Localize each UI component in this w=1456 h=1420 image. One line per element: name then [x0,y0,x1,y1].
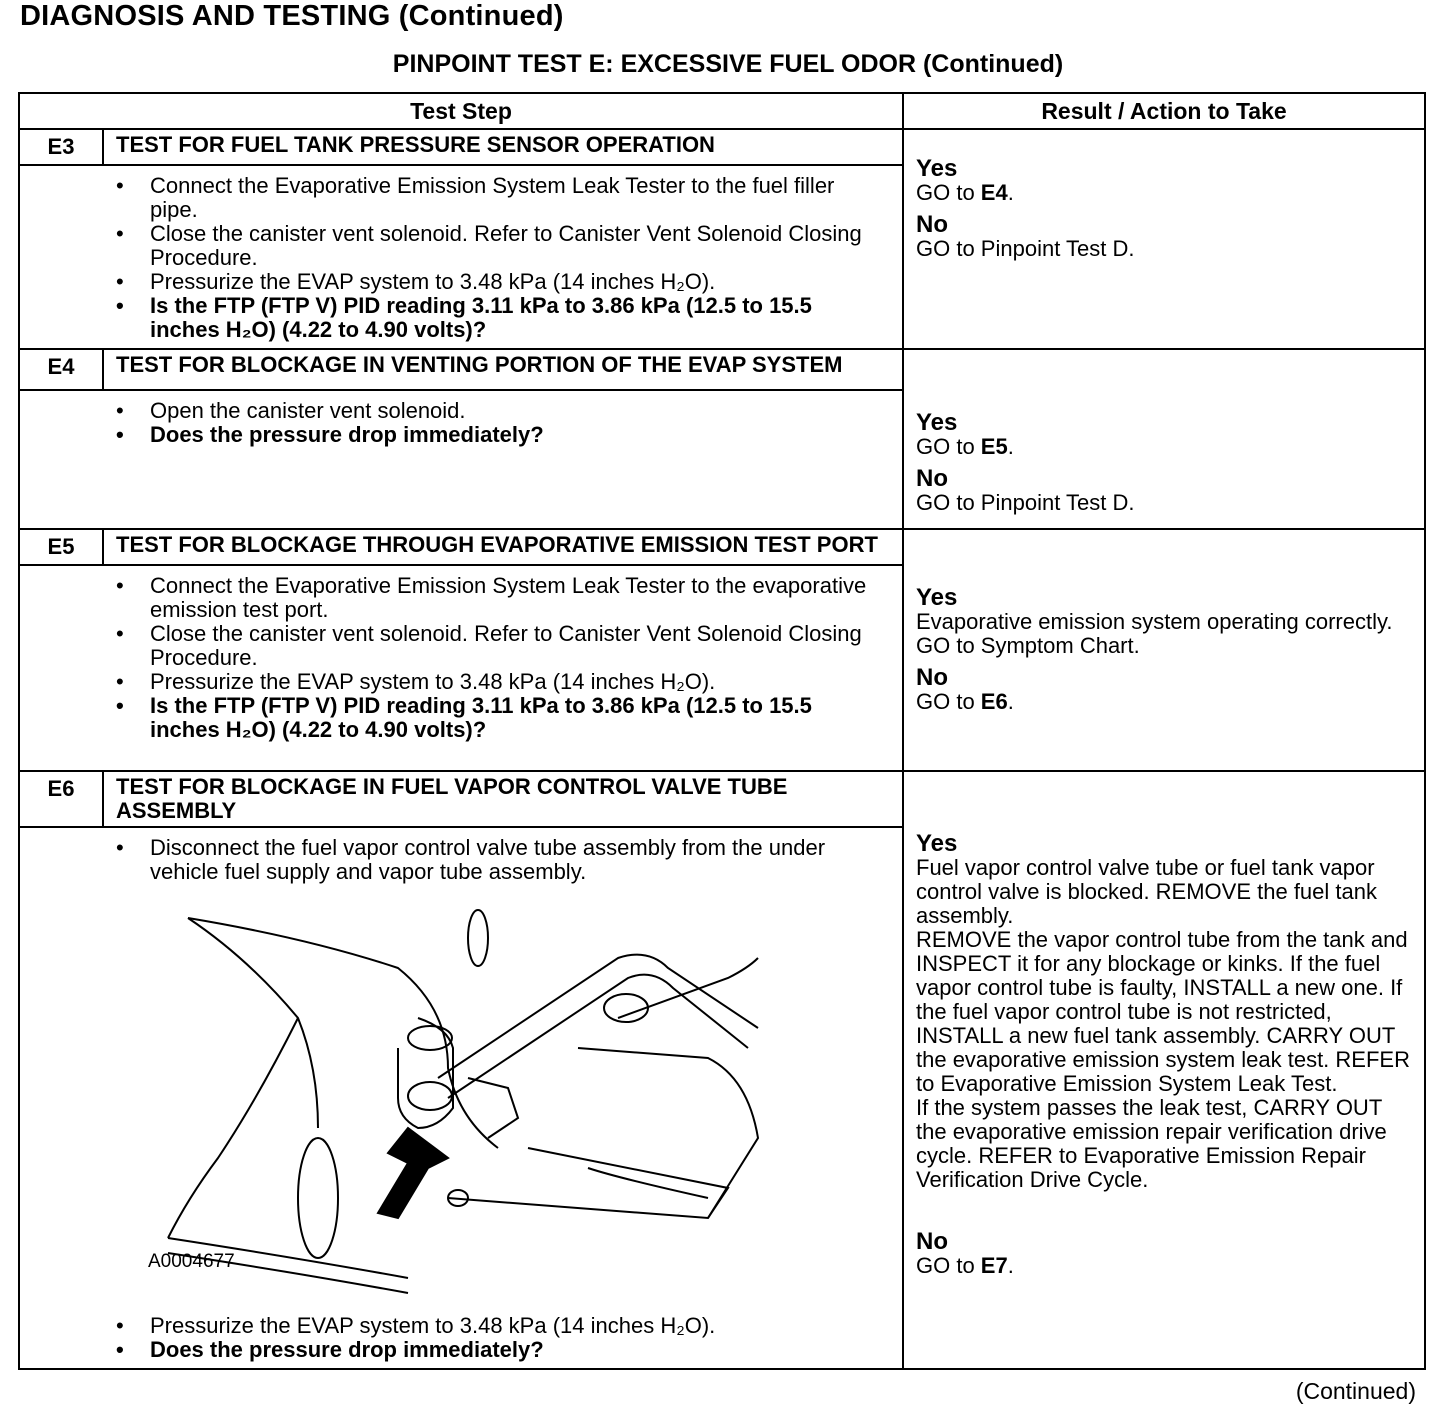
yes-action-1: Fuel vapor control valve tube or fuel tank vapor control valve is blocked. REMOVE the fuel tank assembly. [916,855,1377,928]
no-label: No [916,465,948,492]
goto-link: E5 [980,434,1008,459]
result-cell [903,529,1425,771]
no-action: GO to Pinpoint Test D. [916,490,1135,515]
goto-link: E7 [980,1253,1008,1278]
yes-label: Yes [916,409,958,436]
table-row [19,771,1425,827]
no-label: No [916,664,948,691]
yes-action-2: REMOVE the vapor control tube from the tank and INSPECT it for any blockage or kinks. If the fuel vapor control tube is faulty, INSTALL a new one. If the fuel vapor control tube is not restricted, INSTALL a new fuel tank assembly. CARRY OUT the evaporative emission system leak test. REFER to Evaporative Emission System Leak Test. [916,927,1410,1096]
step-bullet: • Pressurize the EVAP system to 3.48 kPa (14 inches H₂O). [150,270,872,294]
yes-action: Evaporative emission system operating correctly. GO to Symptom Chart. [916,609,1393,658]
step-question: • Does the pressure drop immediately? [150,1338,872,1362]
no-label: No [916,211,948,238]
step-bullet: • Pressurize the EVAP system to 3.48 kPa (14 inches H₂O). [150,1314,872,1338]
step-bullet: • Open the canister vent solenoid. [150,399,872,423]
step-question: • Is the FTP (FTP V) PID reading 3.11 kPa to 3.86 kPa (12.5 to 15.5 inches H₂O) (4.22 to 4.90 volts)? [150,294,872,342]
page-header: DIAGNOSIS AND TESTING (Continued) [20,0,564,32]
table-row [19,529,1425,565]
goto-link: E4 [980,180,1008,205]
table-header-row [19,93,1425,129]
step-bullet: • Disconnect the fuel vapor control valve tube assembly from the under vehicle fuel supply and vapor tube assembly. [150,836,872,884]
step-title: TEST FOR BLOCKAGE IN FUEL VAPOR CONTROL VALVE TUBE ASSEMBLY [103,771,903,827]
table-row [19,129,1425,165]
pinpoint-test-title: PINPOINT TEST E: EXCESSIVE FUEL ODOR (Continued) [392,50,1064,78]
continued-note: (Continued) [1295,1378,1416,1404]
yes-action-3: If the system passes the leak test, CARRY OUT the evaporative emission repair verification drive cycle. REFER to Evaporative Emission Repair Verification Drive Cycle. [916,1095,1387,1192]
yes-label: Yes [916,155,958,182]
step-bullet: • Close the canister vent solenoid. Refer to Canister Vent Solenoid Closing Procedure. [150,622,872,670]
no-label: No [916,1228,948,1255]
step-id: E6 [19,771,103,827]
step-question: • Does the pressure drop immediately? [150,423,872,447]
yes-action: GO to E4. [916,180,1014,205]
step-id: E5 [19,529,103,565]
step-body [19,565,903,771]
vapor-tube-illustration [148,898,768,1298]
step-bullet: • Connect the Evaporative Emission System Leak Tester to the fuel filler pipe. [150,174,872,222]
illustration-svg [148,898,768,1298]
col-header-result: Result / Action to Take [903,93,1425,129]
step-title: TEST FOR FUEL TANK PRESSURE SENSOR OPERATION [103,129,903,165]
yes-action: GO to E5. [916,434,1014,459]
table-row [19,349,1425,390]
no-action: GO to E7. [916,1253,1014,1278]
yes-label: Yes [916,830,958,857]
pinpoint-test-table [18,92,1426,1370]
step-bullet: • Pressurize the EVAP system to 3.48 kPa (14 inches H₂O). [150,670,872,694]
step-body [19,827,903,1369]
result-cell [903,129,1425,349]
step-body [19,165,903,349]
step-question: • Is the FTP (FTP V) PID reading 3.11 kPa to 3.86 kPa (12.5 to 15.5 inches H₂O) (4.22 to 4.90 volts)? [150,694,872,742]
step-id: E4 [19,349,103,390]
no-action: GO to E6. [916,689,1014,714]
result-cell [903,771,1425,1369]
yes-label: Yes [916,584,958,611]
no-action: GO to Pinpoint Test D. [916,236,1135,261]
step-id: E3 [19,129,103,165]
step-bullet: • Connect the Evaporative Emission System Leak Tester to the evaporative emission test port. [150,574,872,622]
step-bullet: • Close the canister vent solenoid. Refer to Canister Vent Solenoid Closing Procedure. [150,222,872,270]
col-header-test-step: Test Step [19,93,903,129]
figure-label: A0004677 [148,1251,235,1272]
step-body [19,390,903,530]
result-cell [903,349,1425,529]
goto-link: E6 [980,689,1008,714]
step-title: TEST FOR BLOCKAGE THROUGH EVAPORATIVE EMISSION TEST PORT [103,529,903,565]
step-title: TEST FOR BLOCKAGE IN VENTING PORTION OF THE EVAP SYSTEM [103,349,903,390]
